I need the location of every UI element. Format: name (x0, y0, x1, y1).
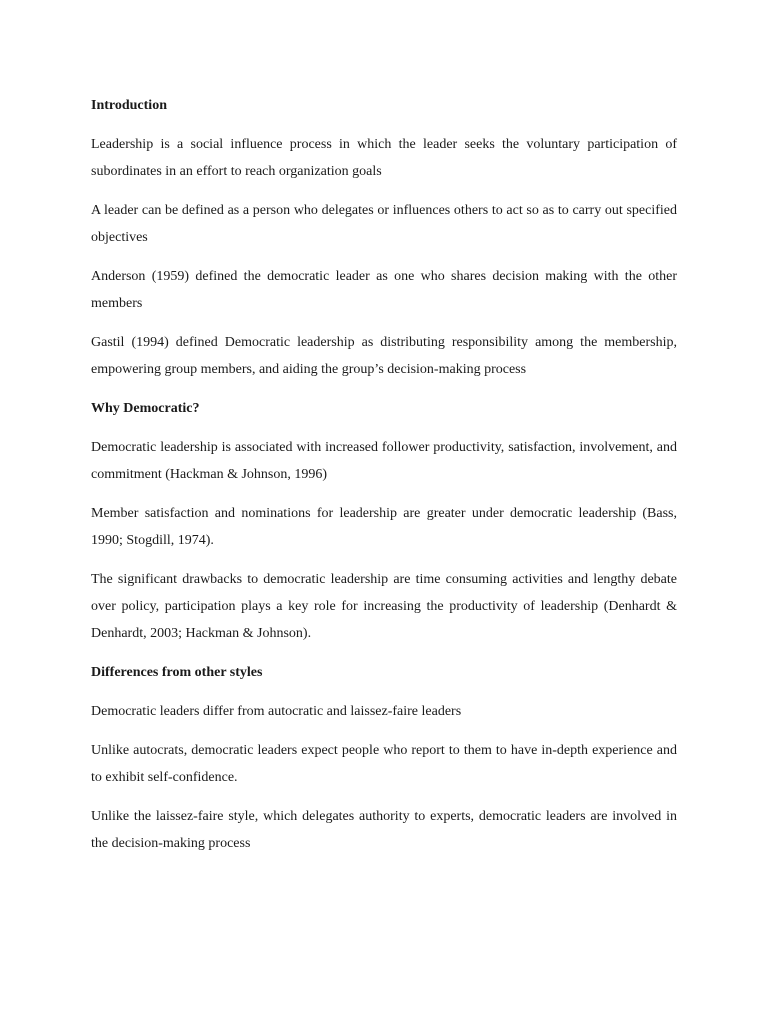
paragraph: Gastil (1994) defined Democratic leadership as distributing responsibility among the membership, empowering group members, and aiding the group’s decision-making process (91, 335, 677, 377)
paragraph: Democratic leadership is associated with increased follower productivity, satisfaction, involvement, and commitment (Hackman & Johnson, 1996) (91, 440, 677, 482)
paragraph: Unlike the laissez-faire style, which delegates authority to experts, democratic leaders are involved in the decision-making process (91, 809, 677, 851)
section-heading-why-democratic: Why Democratic? (91, 401, 200, 416)
paragraph: A leader can be defined as a person who delegates or influences others to act so as to carry out specified objectives (91, 203, 677, 245)
paragraph: Anderson (1959) defined the democratic leader as one who shares decision making with the other members (91, 269, 677, 311)
paragraph: Unlike autocrats, democratic leaders expect people who report to them to have in-depth experience and to exhibit self-confidence. (91, 743, 677, 785)
section-heading-differences: Differences from other styles (91, 665, 263, 680)
paragraph: Democratic leaders differ from autocratic and laissez-faire leaders (91, 704, 462, 719)
paragraph: The significant drawbacks to democratic leadership are time consuming activities and lengthy debate over policy, participation plays a key role for increasing the productivity of leadership (Denhardt & Denhardt, 2003; Hackman & Johnson). (91, 572, 677, 641)
paragraph: Member satisfaction and nominations for leadership are greater under democratic leadership (Bass, 1990; Stogdill, 1974). (91, 506, 677, 548)
paragraph: Leadership is a social influence process in which the leader seeks the voluntary participation of subordinates in an effort to reach organization goals (91, 137, 677, 179)
section-heading-introduction: Introduction (91, 98, 167, 113)
document-page (91, 92, 677, 869)
